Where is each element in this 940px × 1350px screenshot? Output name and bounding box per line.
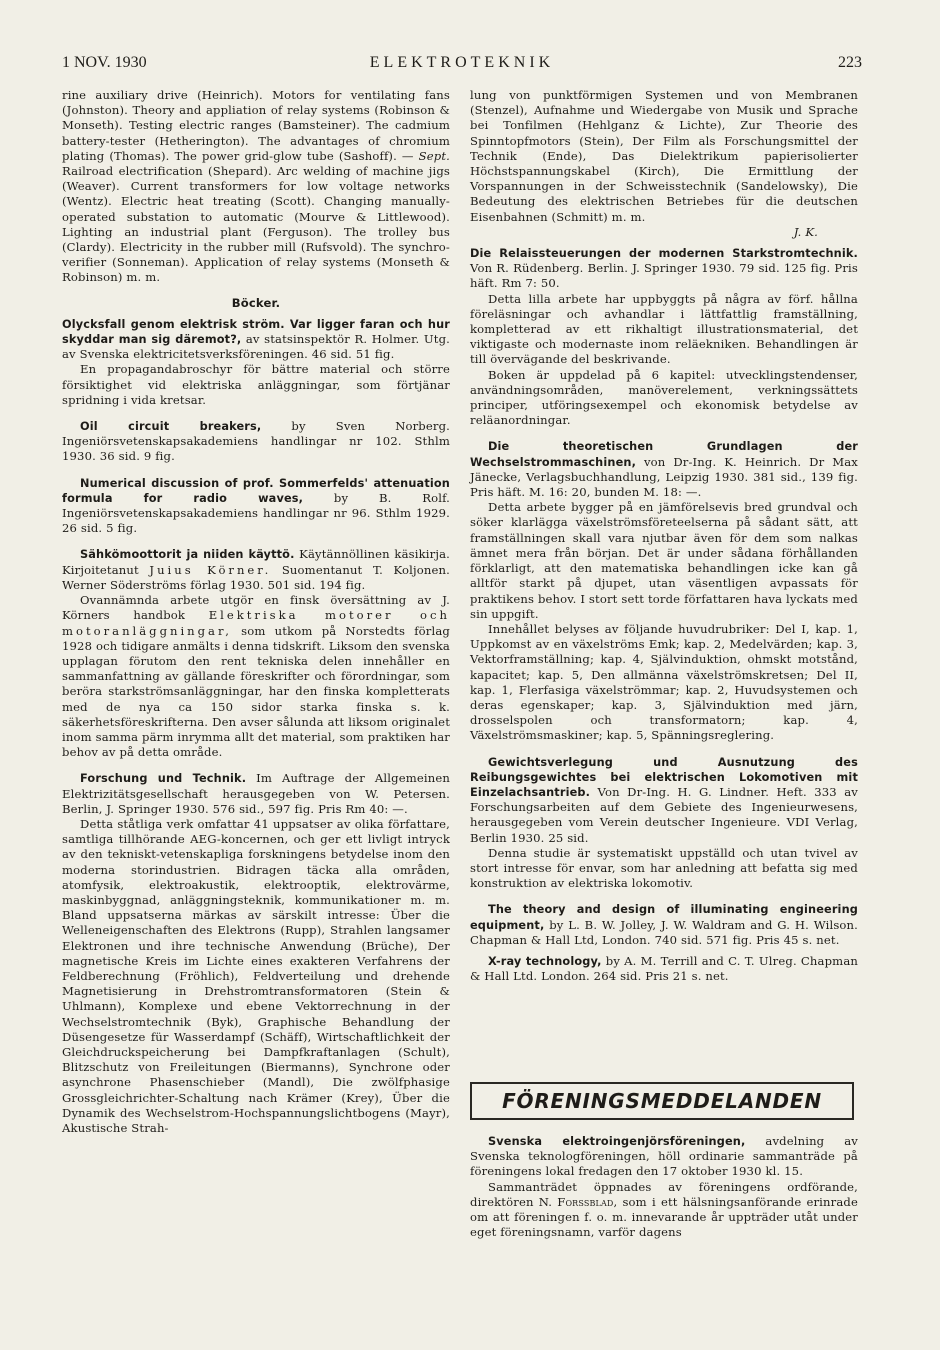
left-column (62, 88, 450, 1136)
signature: J. K. (793, 224, 818, 239)
book-entry: Forschung und Technik. Im Auftrage der Allgemeinen Elektrizitätsgesellschaft herausgegeben von W. Petersen. Berlin, J. Springer 1930. 576 sid., 597 fig. Pris Rm 40: —. (62, 771, 450, 816)
page-header (62, 54, 862, 76)
paragraph: lung von punktförmigen Systemen und von Membranen (Stenzel), Aufnahme und Wiedergabe von Musik und Sprache bei Tonfilmen (Hehlganz & Lichte), Zur Theorie des Spinntopfmotors (Stein), Der Film als Forschungsmittel der Technik (Ende), Das Dielektrikum papierisolierter Höchstspannungskabel (Kirch), Die Ermittlung der Vorspannungen in der Schweisstechnik (Sandelowsky), Die Bedeutung des elektrischen Betriebes für die deutschen Eisenbahnen (Schmitt) m. m. (470, 88, 858, 224)
paragraph: Sammanträdet öppnades av föreningens ordförande, direktören N. Forssblad, som i ett hälsningsanförande erinrade om att föreningen f. o. m. innevarande år uppträder utåt under eget föreningsnamn, varför dagens (470, 1179, 858, 1240)
book-title: Olycksfall genom elektrisk ström. Var ligger faran och hur skyddar man sig däremot?, (62, 317, 450, 347)
association-name: Svenska elektroingenjörsföreningen, (488, 1135, 746, 1148)
book-entry: Die theoretischen Grundlagen der Wechselstrommaschinen, von Dr-Ing. K. Heinrich. Dr Max Jänecke, Verlagsbuchhandlung, Leipzig 1930. 381 sid., 139 fig. Pris häft. M. 16: 20, bunden M. 18: —. (470, 440, 858, 500)
book-title: Die theoretischen Grundlagen der Wechselstrommaschinen, (470, 440, 858, 469)
book-title: Numerical discussion of prof. Sommerfelds' attenuation formula for radio waves, (62, 476, 450, 505)
section-heading: Böcker. (231, 295, 281, 310)
paragraph: Innehållet belyses av följande huvudrubriker: Del I, kap. 1, Uppkomst av en växelströms Emk; kap. 2, Medelvärden; kap. 3, Vektorframställning; kap. 4, Självinduktion, ohmskt motstånd, kapacitet; kap. 5, Den allmänna växelströmskretsen; Del II, kap. 1, Flerfasiga växelströmmar; kap. 2, Huvudsystemen och deras egenskaper; kap. 3, Självinduktion med järn, drosselspolen och transformatorn; kap. 4, Växelströmsmaskiner; kap. 5, Spänningsreglering. (470, 621, 858, 743)
book-title: Gewichtsverlegung und Ausnutzung des Reibungsgewichtes bei elektrischen Lokomotiven mit Einzelachsantrieb. (470, 755, 858, 799)
paragraph: Detta lilla arbete har uppbyggts på några av förf. hållna föreläsningar och avhandlar i lättfattlig framställning, kompletterad av ett rikhaltigt illustrationsmaterial, det viktigaste och modernaste inom reläekniken. Behandlingen är till övervägande del beskrivande. (470, 291, 858, 367)
section-banner: FÖRENINGSMEDDELANDEN (470, 1082, 854, 1120)
issue-date: 1 NOV. 1930 (62, 54, 147, 71)
page-number: 223 (838, 54, 862, 71)
paragraph: Denna studie är systematiskt uppställd och utan tvivel av stort intresse för envar, som har anledning att befatta sig med konstruktion av elektriska lokomotiv. (470, 845, 858, 891)
book-title: Oil circuit breakers, (80, 420, 262, 434)
book-entry: The theory and design of illuminating engineering equipment, by L. B. W. Jolley, J. W. Waldram and G. H. Wilson. Chapman & Hall Ltd, London. 740 sid. 571 fig. Pris 45 s. net. (470, 903, 858, 947)
paragraph: rine auxiliary drive (Heinrich). Motors for ventilating fans (Johnston). Theory and appliation of relay systems (Robinson & Monseth). Testing electric ranges (Bamsteiner). The cadmium battery-tester (Hetherington). The advantages of chromium plating (Thomas). The power grid-glow tube (Sashoff). — Sept. Railroad electrification (Shepard). Arc welding of machine jigs (Weaver). Current transformers for low voltage networks (Wentz). Electric heat treating (Scott). Changing manually-operated substation to automatic (Mourve & Littlewood). Lighting an industrial plant (Ferguson). The trolley bus (Clardy). Electricity in the rubber mill (Rufsvold). The synchro-verifier (Sonneman). Application of relay systems (Monseth & Robinson) m. m. (62, 88, 450, 285)
book-title: Forschung und Technik. (80, 772, 247, 786)
paragraph: Detta arbete bygger på en jämförelsevis bred grundval och söker klarlägga växelströmsföreteelserna på sådant sätt, att framställningen skall vara njutbar även för dem som nalkas ämnet mera från början. Det är under sådana förhållanden förklarligt, att den matematiska behandlingen icke kan gå alltför starkt på djupet, utan väsentligen avpassats för praktikens behov. I stort sett torde författaren hava lyckats med sin uppgift. (470, 500, 858, 621)
book-entry: Gewichtsverlegung und Ausnutzung des Reibungsgewichtes bei elektrischen Lokomotiven mit Einzelachsantrieb. Von Dr-Ing. H. G. Lindner. Heft. 333 av Forschungsarbeiten auf dem Gebiete des Ingenieurwesens, herausgegeben vom Verein deutscher Ingenieure. VDI Verlag, Berlin 1930. 25 sid. (470, 755, 858, 845)
book-entry: Sähkömoottorit ja niiden käyttö. Käytännöllinen käsikirja. Kirjoitetanut Juius Körner. Suomentanut T. Koljonen. Werner Söderströms förlag 1930. 501 sid. 194 fig. (62, 547, 450, 592)
paragraph: Boken är uppdelad på 6 kapitel: utvecklingstendenser, användningsområden, manöverelement, verkningssättets principer, utföringsexempel och ekonomisk betydelse av reläanordningar. (470, 367, 858, 428)
book-title: Die Relaissteuerungen der modernen Starkstromtechnik. (470, 247, 858, 261)
book-entry: Numerical discussion of prof. Sommerfelds' attenuation formula for radio waves, by B. Rolf. Ingeniörsvetenskapsakademiens handlingar nr 96. Sthlm 1929. 26 sid. 5 fig. (62, 476, 450, 536)
paragraph: En propagandabroschyr för bättre material och större försiktighet vid elektriska anläggningar, som förtjänar spridning i vida kretsar. (62, 362, 450, 407)
news-entry: Svenska elektroingenjörsföreningen, avdelning av Svenska teknologföreningen, höll ordinarie sammanträde på föreningens lokal fredagen den 17 oktober 1930 kl. 15. (470, 1134, 858, 1179)
right-column (470, 88, 858, 984)
book-entry: Die Relaissteuerungen der modernen Starkstromtechnik. Von R. Rüdenberg. Berlin. J. Springer 1930. 79 sid. 125 fig. Pris häft. Rm 7: 50. (470, 247, 858, 291)
association-news (470, 1134, 858, 1240)
journal-title: ELEKTROTEKNIK (369, 54, 555, 71)
book-title: X-ray technology, (488, 954, 602, 968)
book-entry: X-ray technology, by A. M. Terrill and C. T. Ulreg. Chapman & Hall Ltd. London. 264 sid. Pris 21 s. net. (470, 953, 859, 984)
book-title: The theory and design of illuminating engineering equipment, (470, 903, 858, 932)
book-entry: Oil circuit breakers, by Sven Norberg. Ingeniörsvetenskapsakademiens handlingar nr 102. Sthlm 1930. 36 sid. 9 fig. (62, 419, 450, 464)
book-title: Sähkömoottorit ja niiden käyttö. (80, 548, 295, 562)
paragraph: Ovannämnda arbete utgör en finsk översättning av J. Körners handbok Elektriska motorer och motoranläggningar, som utkom på Norstedts förlag 1928 och tidigare anmälts i denna tidskrift. Liksom den svenska upplagan förutom den rent tekniska delen innehåller en sammanfattning av gällande föreskrifter och förordningar, som beröra starkströmsanläggningar, har den finska kompletterats med de nya ca 150 sidor starka finska s. k. säkerhetsföreskrifterna. Den avser sålunda att liksom originalet inom samma pärm inrymma allt det material, som praktiken har behov av på detta område. (62, 593, 450, 760)
book-entry: Olycksfall genom elektrisk ström. Var ligger faran och hur skyddar man sig däremot?, av statsinspektör R. Holmer. Utg. av Svenska elektricitetsverksföreningen. 46 sid. 51 fig. (62, 317, 450, 362)
paragraph: Detta ståtliga verk omfattar 41 uppsatser av olika författare, samtliga tillhörande AEG-koncernen, och ger ett livligt intryck av den tekniskt-vetenskapliga forskningens betydelse inom den moderna storindustrien. Bidragen täcka alla områden, atomfysik, elektroakustik, elektrooptik, elektrovärme, maskinbyggnad, anläggningsteknik, kommunikationer m. m. Bland uppsatserna märkas av särskilt intresse: Über die Welleneigenschaften des Elektrons (Rupp), Strahlen langsamer Elektronen und ihre technische Anwendung (Brüche), Der magnetische Kreis im Lichte eines exakteren Verfahrens der Feldberechnung (Fröhlich), Feldverteilung und drehende Magnetisierung in Drehstromtransformatoren (Stein & Uhlmann), Komplexe und ebene Vektorrechnung in der Wechselstromtechnik (Byk), Graphische Behandlung der Düsengesetze für Wasserdampf (Schäff), Wirtschaftlichkeit der Gleichdruckspeicherung bei Dampfkraftanlagen (Schult), Blitzschutz von Freileitungen (Biermanns), Synchrone oder asynchrone Phasenschieber (Mandl), Die zwölfphasige Grossgleichrichter-Schaltung nach Krämer (Krey), Über die Dynamik des Wechselstrom-Hochspannungslichtbogens (Mayr), Akustische Strah- (62, 816, 450, 1135)
